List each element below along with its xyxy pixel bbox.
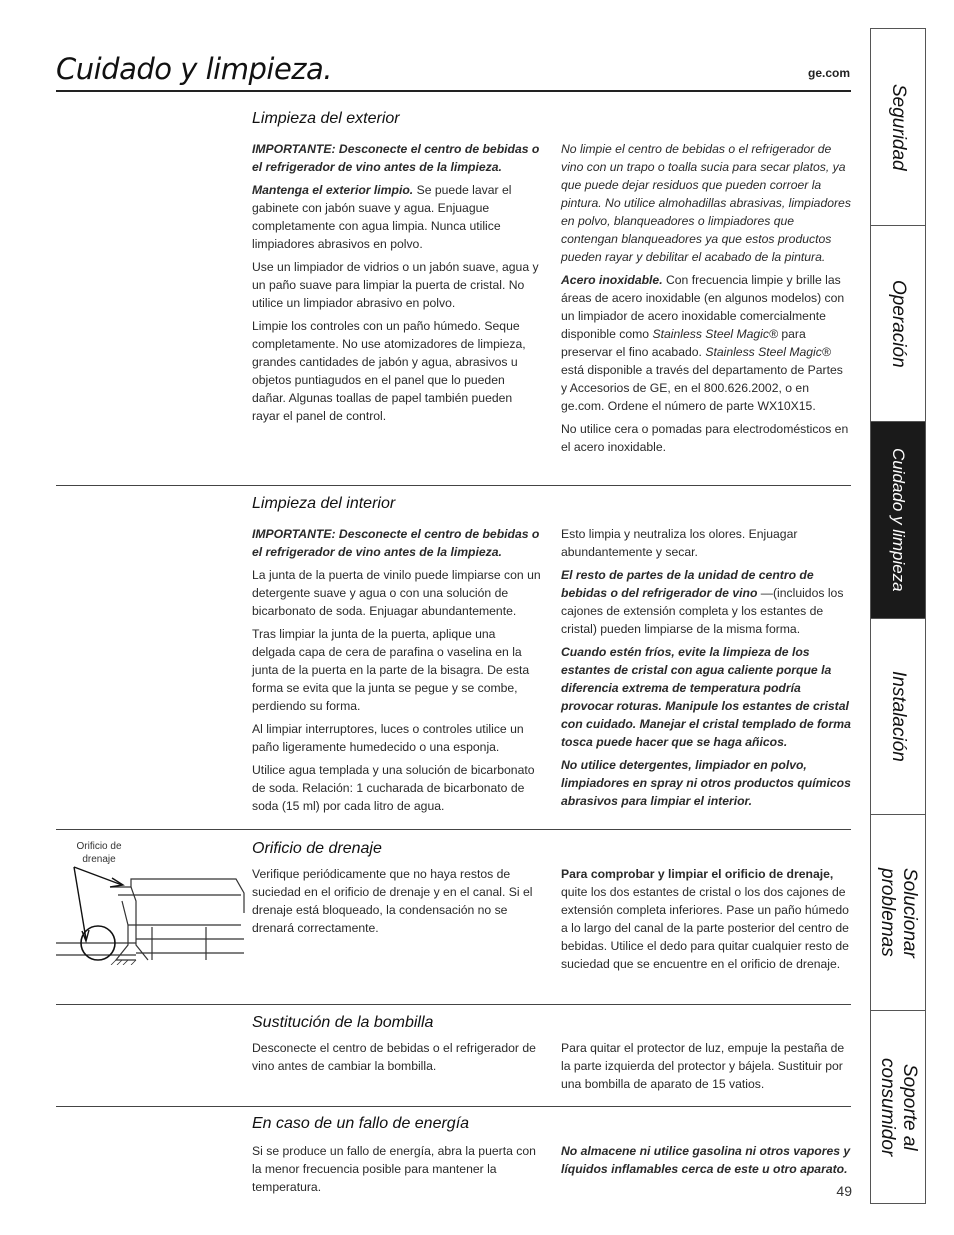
drain-hole-illustration [56, 865, 248, 965]
header-rule [56, 90, 851, 92]
tab-label: Solucionar problemas [877, 867, 920, 958]
page-title: Cuidado y limpieza. [56, 52, 332, 86]
power-p1: Si se produce un fallo de energía, abra la puerta con la menor frecuencia posible para mantener la temperatura. [252, 1144, 536, 1194]
exterior-right-column [561, 140, 851, 461]
exterior-title: Limpieza del exterior [252, 110, 400, 127]
tab-seguridad[interactable] [871, 29, 925, 226]
bulb-left-column [252, 1039, 542, 1080]
bulb-title: Sustitución de la bombilla [252, 1014, 434, 1031]
tab-solucionar-problemas[interactable] [871, 815, 925, 1011]
drain-right-column [561, 865, 851, 978]
bulb-right-column [561, 1039, 851, 1098]
tab-label: Cuidado y limpieza [889, 448, 908, 592]
power-warning: No almacene ni utilice gasolina ni otros vapores y líquidos inflamables cerca de este u otro aparato. [561, 1144, 851, 1176]
interior-p1: La junta de la puerta de vinilo puede limpiarse con un detergente suave y agua o con una solución de bicarbonato de soda. Enjuagar abundantemente. [252, 568, 541, 618]
exterior-p1: Mantenga el exterior limpio. Se puede lavar el gabinete con jabón suave y agua. Enjuague completamente con agua limpia. Nunca utilice limpiadores abrasivos en polvo. [252, 183, 512, 251]
power-right-column [561, 1142, 851, 1183]
exterior-important: IMPORTANTE: Desconecte el centro de bebidas o el refrigerador de vino antes de la limpieza. [252, 142, 540, 174]
tab-cuidado-y-limpieza[interactable] [871, 422, 925, 619]
section-divider [56, 485, 851, 486]
drain-left-column [252, 865, 542, 942]
tab-operacion[interactable] [871, 226, 925, 422]
tab-label: Soporte al consumidor [877, 1057, 920, 1157]
power-left-column [252, 1142, 542, 1201]
tab-label: Seguridad [888, 83, 909, 171]
page-number: 49 [836, 1183, 852, 1199]
drain-r1: Para comprobar y limpiar el orificio de drenaje, quite los dos estantes de cristal o los dos cajones de extensión completa inferiores. Pase un paño húmedo a lo largo del canal de la parte posterior del centro de bebidas. Utilice el dedo para quitar cualquier resto de suciedad que se encuentre en el orificio de drenaje. [561, 867, 849, 971]
tab-label: Instalación [888, 671, 909, 762]
section-divider [56, 829, 851, 830]
drain-title: Orificio de drenaje [252, 840, 382, 857]
stainless-steel-note: No utilice cera o pomadas para electrodomésticos en el acero inoxidable. [561, 422, 849, 454]
section-tabs [870, 28, 926, 1204]
exterior-left-column [252, 140, 542, 430]
bulb-r1: Para quitar el protector de luz, empuje la pestaña de la parte izquierda del protector y bájela. Sustituir por una bombilla de aparato de 15 vatios. [561, 1041, 845, 1091]
tab-soporte-al-consumidor[interactable] [871, 1011, 925, 1203]
exterior-warning: No limpie el centro de bebidas o el refrigerador de vino con un trapo o toalla sucia para secar platos, ya que puede dejar residuos que pueden corroer la pintura. No utilice almohadillas abrasivas, limpiadores en polvo, blanqueadores o limpiadores que contengan blanqueadores ya que estos productos pueden rayar y debilitar el acabado de la pintura. [561, 142, 851, 264]
interior-important: IMPORTANTE: Desconecte el centro de bebidas o el refrigerador de vino antes de la limpieza. [252, 527, 540, 559]
exterior-p2: Use un limpiador de vidrios o un jabón suave, agua y un paño suave para limpiar la puerta de cristal. No utilice un limpiador abrasivo en polvo. [252, 260, 539, 310]
drain-figure-label: Orificio de drenaje [76, 841, 122, 865]
interior-p3: Al limpiar interruptores, luces o controles utilice un paño ligeramente humedecido o una esponja. [252, 722, 524, 754]
interior-r2: El resto de partes de la unidad de centro de bebidas o del refrigerador de vino —(incluidos los cajones de extensión completa y los estantes de cristal) pueden limpiarse de la misma forma. [561, 568, 844, 636]
interior-p2: Tras limpiar la junta de la puerta, aplique una delgada capa de cera de parafina o vaselina en la junta de la puerta en la parte de la bisagra. De esta forma se evita que la junta se pegue y se combe, perdiendo su forma. [252, 627, 530, 713]
section-divider [56, 1106, 851, 1107]
interior-r1: Esto limpia y neutraliza los olores. Enjuagar abundantemente y secar. [561, 527, 798, 559]
exterior-p3: Limpie los controles con un paño húmedo. Seque completamente. No use atomizadores de limpieza, grandes cantidades de jabón y agua, abrasivos u objetos puntiagudos en el panel que lo pueden dañar. Algunas toallas de papel también pueden rayar el panel de control. [252, 319, 526, 423]
tab-instalacion[interactable] [871, 619, 925, 815]
bulb-p1: Desconecte el centro de bebidas o el refrigerador de vino antes de cambiar la bombilla. [252, 1041, 536, 1073]
power-title: En caso de un fallo de energía [252, 1115, 470, 1132]
site-url[interactable]: ge.com [807, 66, 850, 80]
interior-r3: Cuando estén fríos, evite la limpieza de los estantes de cristal con agua caliente porque la diferencia extrema de temperatura podría provocar roturas. Manipule los estantes de cristal con cuidado. Manejar el cristal templado de forma tosca puede hacer que se haga añicos. [561, 645, 851, 749]
interior-title: Limpieza del interior [252, 495, 396, 512]
stainless-steel-paragraph: Acero inoxidable. Con frecuencia limpie y brille las áreas de acero inoxidable (en algunos modelos) con un limpiador de acero inoxidable comercialmente disponible como Stainless Steel Magic® para preservar el fino acabado. Stainless Steel Magic® está disponible a través del departamento de Partes y Accesorios de GE, en el 800.626.2002, o en ge.com. Ordene el número de parte WX10X15. [561, 273, 845, 413]
tab-label: Operación [888, 279, 909, 368]
interior-p4: Utilice agua templada y una solución de bicarbonato de soda. Relación: 1 cucharada de bicarbonato de soda (15 ml) por cada litro de agua. [252, 763, 535, 813]
interior-r4: No utilice detergentes, limpiador en polvo, limpiadores en spray ni otros productos químicos abrasivos para limpiar el interior. [561, 758, 851, 808]
section-divider [56, 1004, 851, 1005]
interior-left-column [252, 525, 542, 820]
interior-right-column [561, 525, 851, 815]
drain-p1: Verifique periódicamente que no haya restos de suciedad en el orificio de drenaje y en el canal. Si el drenaje está bloqueado, la condensación no se drenará correctamente. [252, 867, 533, 935]
